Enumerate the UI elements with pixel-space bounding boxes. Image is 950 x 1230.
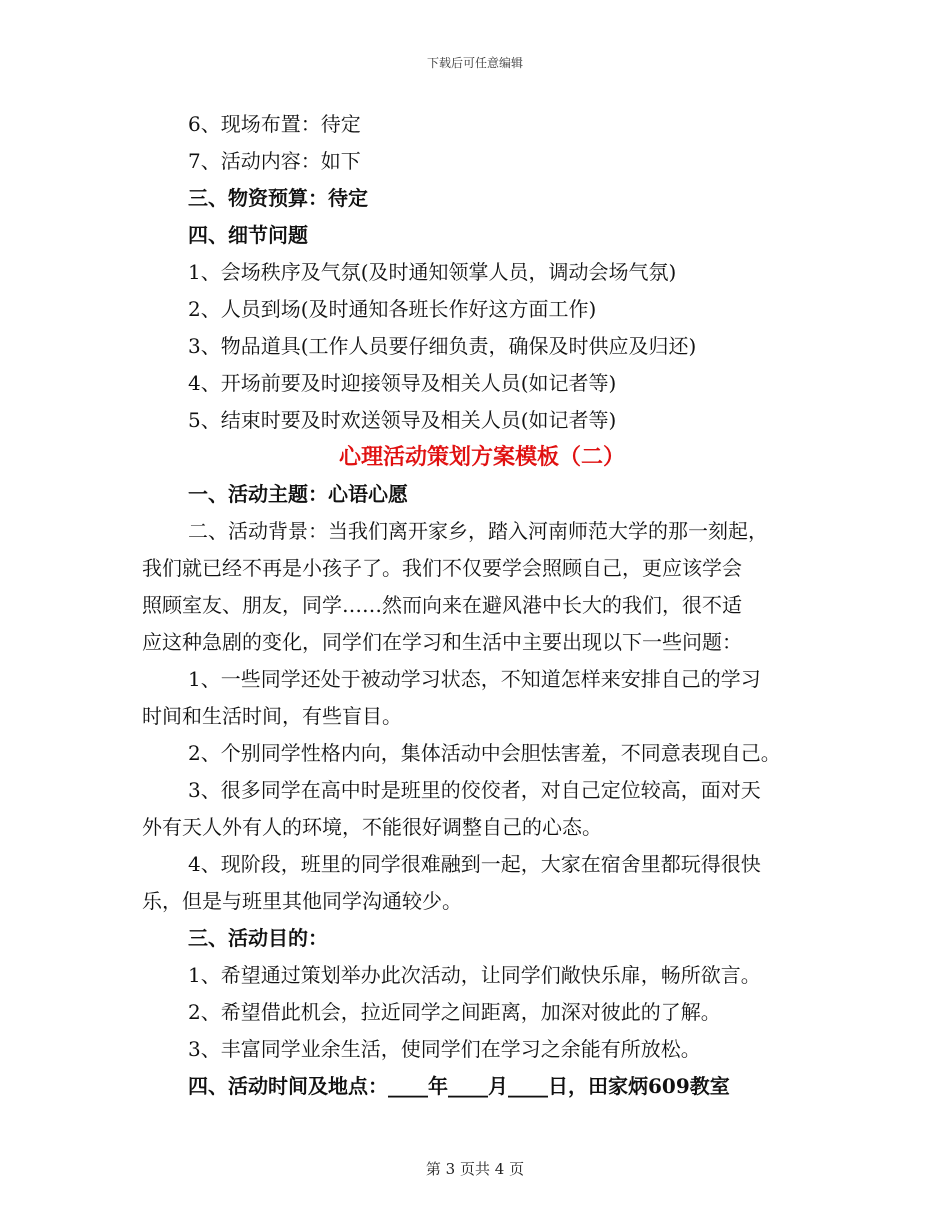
purpose-item: 1、希望通过策划举办此次活动，让同学们敞快乐扉，畅所欲言。 xyxy=(188,963,761,987)
paragraph-line: 二、活动背景：当我们离开家乡，踏入河南师范大学的那一刻起， xyxy=(188,519,768,543)
paragraph-line: 4、现阶段，班里的同学很难融到一起，大家在宿舍里都玩得很快 xyxy=(188,852,761,876)
detail-item: 3、物品道具(工作人员要仔细负责，确保及时供应及归还) xyxy=(188,334,697,358)
problem-paragraph xyxy=(142,735,822,772)
paragraph-line: 2、个别同学性格内向，集体活动中会胆怯害羞，不同意表现自己。 xyxy=(188,741,781,765)
page-header: 下载后可任意编辑 xyxy=(426,56,523,70)
paragraph-line: 外有天人外有人的环境，不能很好调整自己的心态。 xyxy=(142,815,602,839)
purpose-item: 3、丰富同学业余生活，使同学们在学习之余能有所放松。 xyxy=(188,1037,701,1061)
heading-theme: 一、活动主题：心语心愿 xyxy=(188,482,408,506)
heading-time-place: 四、活动时间及地点：____年____月____日，田家炳609教室 xyxy=(188,1074,730,1098)
paragraph-line: 3、很多同学在高中时是班里的佼佼者，对自己定位较高，面对天 xyxy=(188,778,761,802)
detail-item: 4、开场前要及时迎接领导及相关人员(如记者等) xyxy=(188,371,617,395)
paragraph-line: 我们就已经不再是小孩子了。我们不仅要学会照顾自己，更应该学会 xyxy=(142,556,742,580)
detail-item: 1、会场秩序及气氛(及时通知领掌人员，调动会场气氛) xyxy=(188,260,677,284)
section-title: 心理活动策划方案模板（二） xyxy=(338,444,625,470)
heading-budget: 三、物资预算：待定 xyxy=(188,186,368,210)
document-body xyxy=(142,106,822,1105)
detail-item: 2、人员到场(及时通知各班长作好这方面工作) xyxy=(188,297,597,321)
item-7: 7、活动内容：如下 xyxy=(188,149,361,173)
paragraph-line: 照顾室友、朋友，同学……然而向来在避风港中长大的我们，很不适 xyxy=(142,593,742,617)
paragraph-line: 1、一些同学还处于被动学习状态，不知道怎样来安排自己的学习 xyxy=(188,667,761,691)
paragraph-line: 乐，但是与班里其他同学沟通较少。 xyxy=(142,889,462,913)
heading-purpose: 三、活动目的： xyxy=(188,926,328,950)
detail-item: 5、结束时要及时欢送领导及相关人员(如记者等) xyxy=(188,408,617,432)
problem-paragraph xyxy=(142,846,822,920)
paragraph-line: 时间和生活时间，有些盲目。 xyxy=(142,704,402,728)
heading-details: 四、细节问题 xyxy=(188,223,308,247)
problem-paragraph xyxy=(142,772,822,846)
item-6: 6、现场布置：待定 xyxy=(188,112,361,136)
page-footer: 第 3 页共 4 页 xyxy=(425,1160,525,1178)
paragraph-line: 应这种急剧的变化，同学们在学习和生活中主要出现以下一些问题： xyxy=(142,630,742,654)
background-paragraph xyxy=(142,513,822,661)
problem-paragraph xyxy=(142,661,822,735)
purpose-item: 2、希望借此机会，拉近同学之间距离，加深对彼此的了解。 xyxy=(188,1000,721,1024)
